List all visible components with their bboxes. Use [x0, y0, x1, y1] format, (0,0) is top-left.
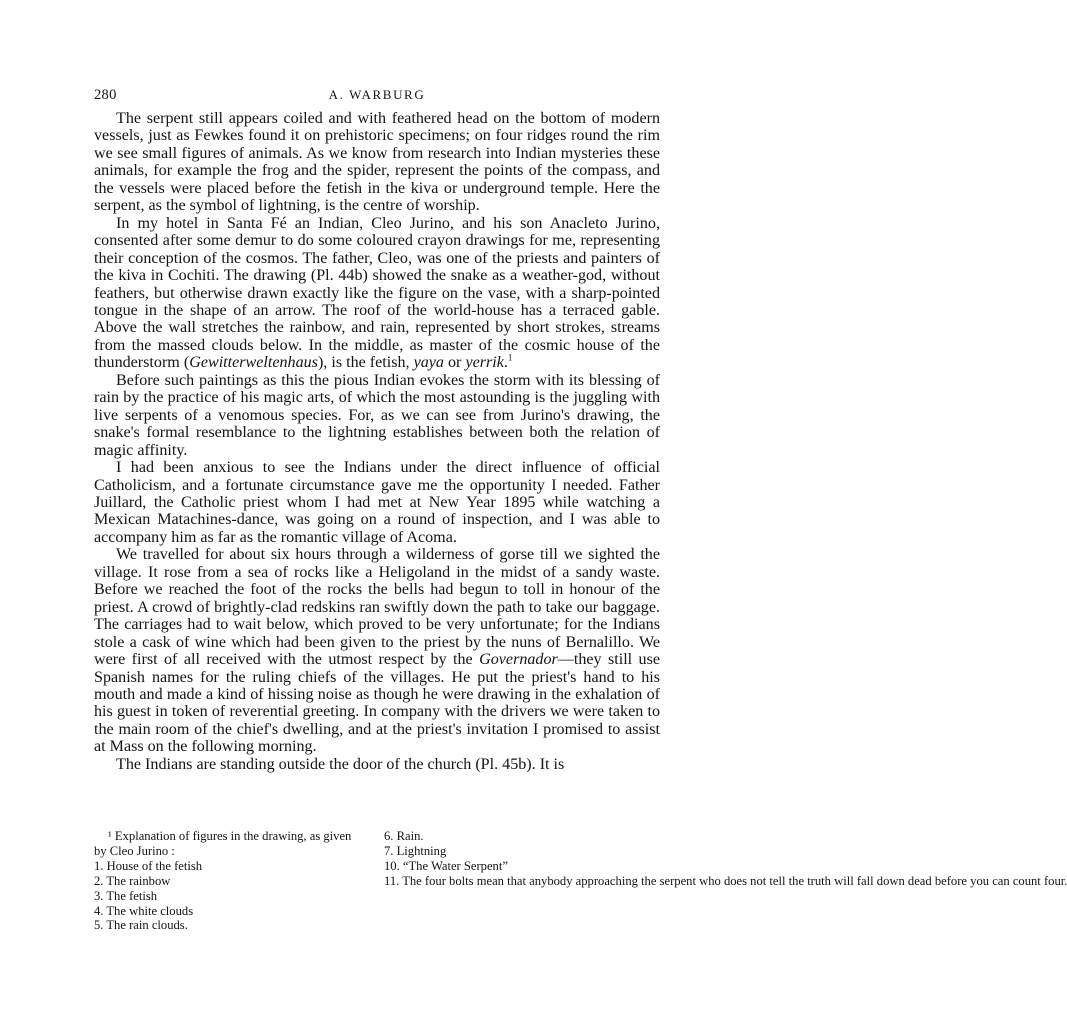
body-paragraph: [94, 756, 660, 773]
footnote-item: 4. The white clouds: [94, 903, 194, 918]
text-run: Before such paintings as this the pious Indian evokes the storm with its blessing of rain by the practice of his magic arts, of which the most astounding is the juggling with live serpents of a venomous species. For, as we can see from Jurino's drawing, the snake's formal resemblance to the lightning establishes between both the relation of magic affinity.: [94, 371, 660, 459]
footnote-intro: ¹ Explanation of figures in the drawing, as given by Cleo Jurino :: [94, 829, 352, 858]
body-paragraph: [94, 546, 660, 755]
footnote-item: 7. Lightning: [384, 843, 447, 858]
text-run: The serpent still appears coiled and with feathered head on the bottom of modern vessels, just as Fewkes found it on prehistoric specimens; on four ridges round the rim we see small figures of animals. As we know from research into Indian mysteries these animals, for example the frog and the spider, represent the points of the compass, and the vessels were placed before the fetish in the kiva or underground temple. Here the serpent, as the symbol of lightning, is the centre of worship.: [94, 110, 660, 215]
body-paragraph: [94, 459, 660, 546]
running-head: A. WARBURG: [328, 87, 426, 102]
footnote-item: 1. House of the fetish: [94, 858, 203, 873]
text-run: The Indians are standing outside the door of the church (Pl. 45b). It is: [116, 755, 565, 773]
text-run: ), is the fetish,: [317, 354, 414, 372]
text-run: .: [503, 354, 508, 372]
footnote-item: 10. “The Water Serpent”: [384, 858, 508, 873]
footnote-item: 2. The rainbow: [94, 873, 171, 888]
italic-text: Governador: [479, 651, 558, 669]
body-paragraph: [94, 215, 660, 372]
italic-text: yerrik: [465, 354, 504, 372]
page-header: [94, 87, 660, 107]
text-run: or: [443, 354, 466, 372]
footnote-ref: 1: [507, 352, 513, 363]
footnote-item: 5. The rain clouds.: [94, 918, 188, 933]
text-run: —they still use Spanish names for the ruling chiefs of the villages. He put the priest's hand to his mouth and made a kind of hissing noise as though he were drawing in the exhalation of his guest in token of reverential greeting. In company with the drivers we were taken to the main room of the chief's dwelling, and at the priest's invitation I promised to assist at Mass on the following morning.: [94, 651, 661, 756]
text-run: We travelled for about six hours through a wilderness of gorse till we sighted the village. It rose from a sea of rocks like a Heligoland in the midst of a sandy waste. Before we reached the foot of the rocks the bells had begun to toll in honour of the priest. A crowd of brightly-clad redskins ran swiftly down the path to take our baggage. The carriages had to wait below, which proved to be very unfortunate; for the Indians stole a cask of wine which had been given to the priest by the nuns of Bernalillo. We were first of all received with the utmost respect by the: [94, 546, 660, 669]
footnote-right-column: [384, 829, 1067, 889]
text-run: In my hotel in Santa Fé an Indian, Cleo Jurino, and his son Anacleto Jurino, consented after some demur to do some coloured crayon drawings for me, representing their conception of the cosmos. The father, Cleo, was one of the priests and painters of the kiva in Cochiti. The drawing (Pl. 44b) showed the snake as a weather-god, without feathers, but otherwise drawn exactly like the figure on the vase, with a sharp-pointed tongue in the shape of an arrow. The roof of the world-house has a terraced gable. Above the wall stretches the rainbow, and rain, represented by short strokes, streams from the massed clouds below. In the middle, as master of the cosmic house of the thunderstorm (: [94, 214, 660, 372]
footnote-item: 6. Rain.: [384, 829, 424, 843]
footnote-item: 3. The fetish: [94, 888, 158, 903]
footnote-left-column: [94, 829, 366, 933]
text-run: I had been anxious to see the Indians under the direct influence of official Catholicism, and a fortunate circumstance gave me the opportunity I needed. Father Juillard, the Catholic priest whom I had met at New Year 1895 while watching a Mexican Matachines-dance, was going on a round of inspection, and I was able to accompany him as far as the romantic village of Acoma.: [94, 459, 660, 546]
italic-text: yaya: [413, 354, 444, 372]
italic-text: Gewitterweltenhaus: [189, 354, 318, 372]
body-paragraph: [94, 372, 660, 459]
footnote-item: 11. The four bolts mean that anybody approaching the serpent who does not tell the truth will fall down dead before you can count four.: [384, 873, 1067, 888]
body-text: [94, 110, 660, 773]
page-number: 280: [94, 87, 117, 103]
body-paragraph: [94, 110, 660, 215]
